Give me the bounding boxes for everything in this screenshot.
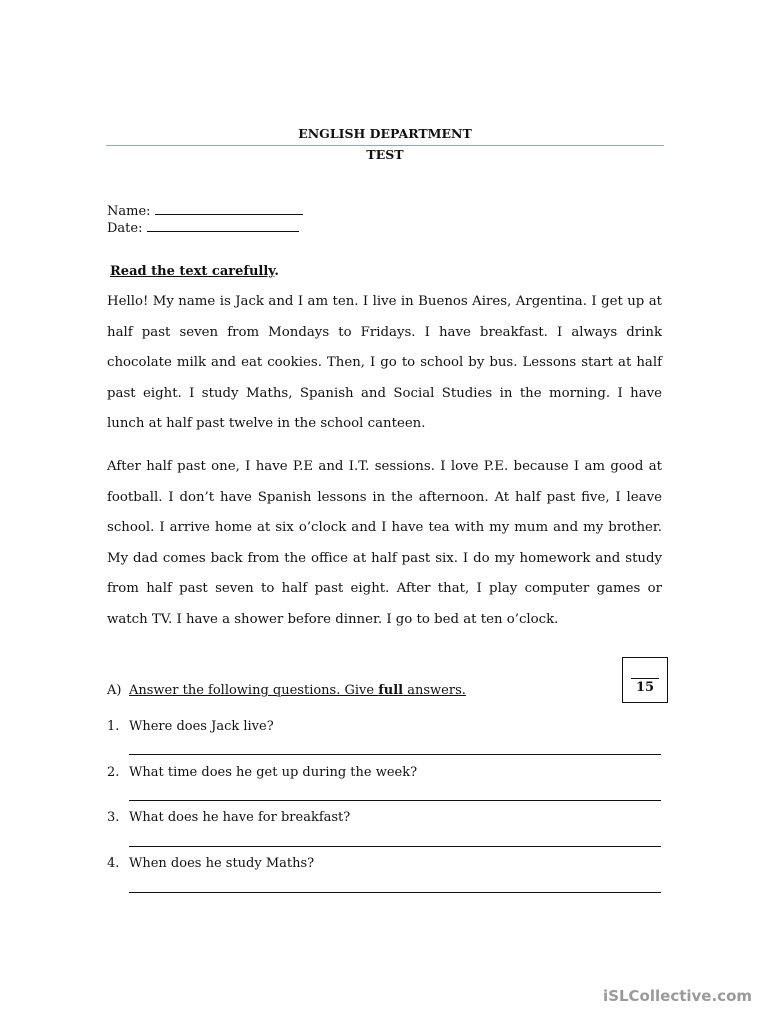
reading-paragraph-2: After half past one, I have P.E and I.T. sessions. I love P.E. because I am good at football. I don’t have Spanish lessons in the afternoon. At half past five, I leave school. I arrive home at six o’clock and I have tea with my mum and my brother. My dad comes back from the office at half past six. I do my homework and study from half past seven to half past eight. After that, I play computer games or watch TV. I have a shower before dinner. I go to bed at ten o’clock. (107, 459, 662, 627)
question-4 (107, 856, 314, 871)
section-a-instruction-post: answers. (403, 683, 466, 698)
question-text: What does he have for breakfast? (129, 810, 351, 825)
answer-line-1[interactable] (129, 754, 661, 755)
reading-instruction-punct: . (274, 264, 279, 279)
score-box (622, 657, 668, 703)
question-text: Where does Jack live? (129, 719, 274, 734)
section-a-label: A) (107, 683, 122, 698)
reading-paragraph-1: Hello! My name is Jack and I am ten. I live in Buenos Aires, Argentina. I get up at half past seven from Mondays to Fridays. I have breakfast. I always drink chocolate milk and eat cookies. Then, I go to school by bus. Lessons start at half past eight. I study Maths, Spanish and Social Studies in the morning. I have lunch at half past twelve in the school canteen. (107, 294, 662, 432)
name-label: Name: (107, 204, 151, 219)
section-a-instruction-bold: full (378, 683, 404, 698)
name-field (107, 201, 303, 219)
department-title: ENGLISH DEPARTMENT (298, 126, 472, 141)
question-2 (107, 765, 417, 780)
page-header (106, 126, 664, 142)
answer-line-4[interactable] (129, 892, 661, 893)
reading-instruction (110, 264, 279, 279)
question-number: 4. (107, 856, 120, 871)
question-text: What time does he get up during the week? (129, 765, 418, 780)
date-blank[interactable] (147, 218, 299, 232)
question-number: 2. (107, 765, 120, 780)
question-number: 3. (107, 810, 120, 825)
section-a-heading (107, 683, 466, 698)
name-blank[interactable] (155, 201, 303, 215)
date-field (107, 218, 299, 236)
answer-line-3[interactable] (129, 846, 661, 847)
reading-instruction-text: Read the text carefully (110, 264, 275, 279)
test-title: TEST (366, 147, 404, 162)
score-line (631, 678, 659, 679)
answer-line-2[interactable] (129, 800, 661, 801)
section-a-instruction-pre: Answer the following questions. Give (129, 683, 379, 698)
question-1 (107, 719, 274, 734)
question-text: When does he study Maths? (129, 856, 315, 871)
date-label: Date: (107, 221, 143, 236)
watermark: iSLCollective.com (603, 987, 752, 1005)
question-3 (107, 810, 350, 825)
score-value: 15 (635, 680, 655, 695)
question-number: 1. (107, 719, 120, 734)
section-a-instruction (129, 683, 466, 698)
header-rule (106, 145, 664, 146)
